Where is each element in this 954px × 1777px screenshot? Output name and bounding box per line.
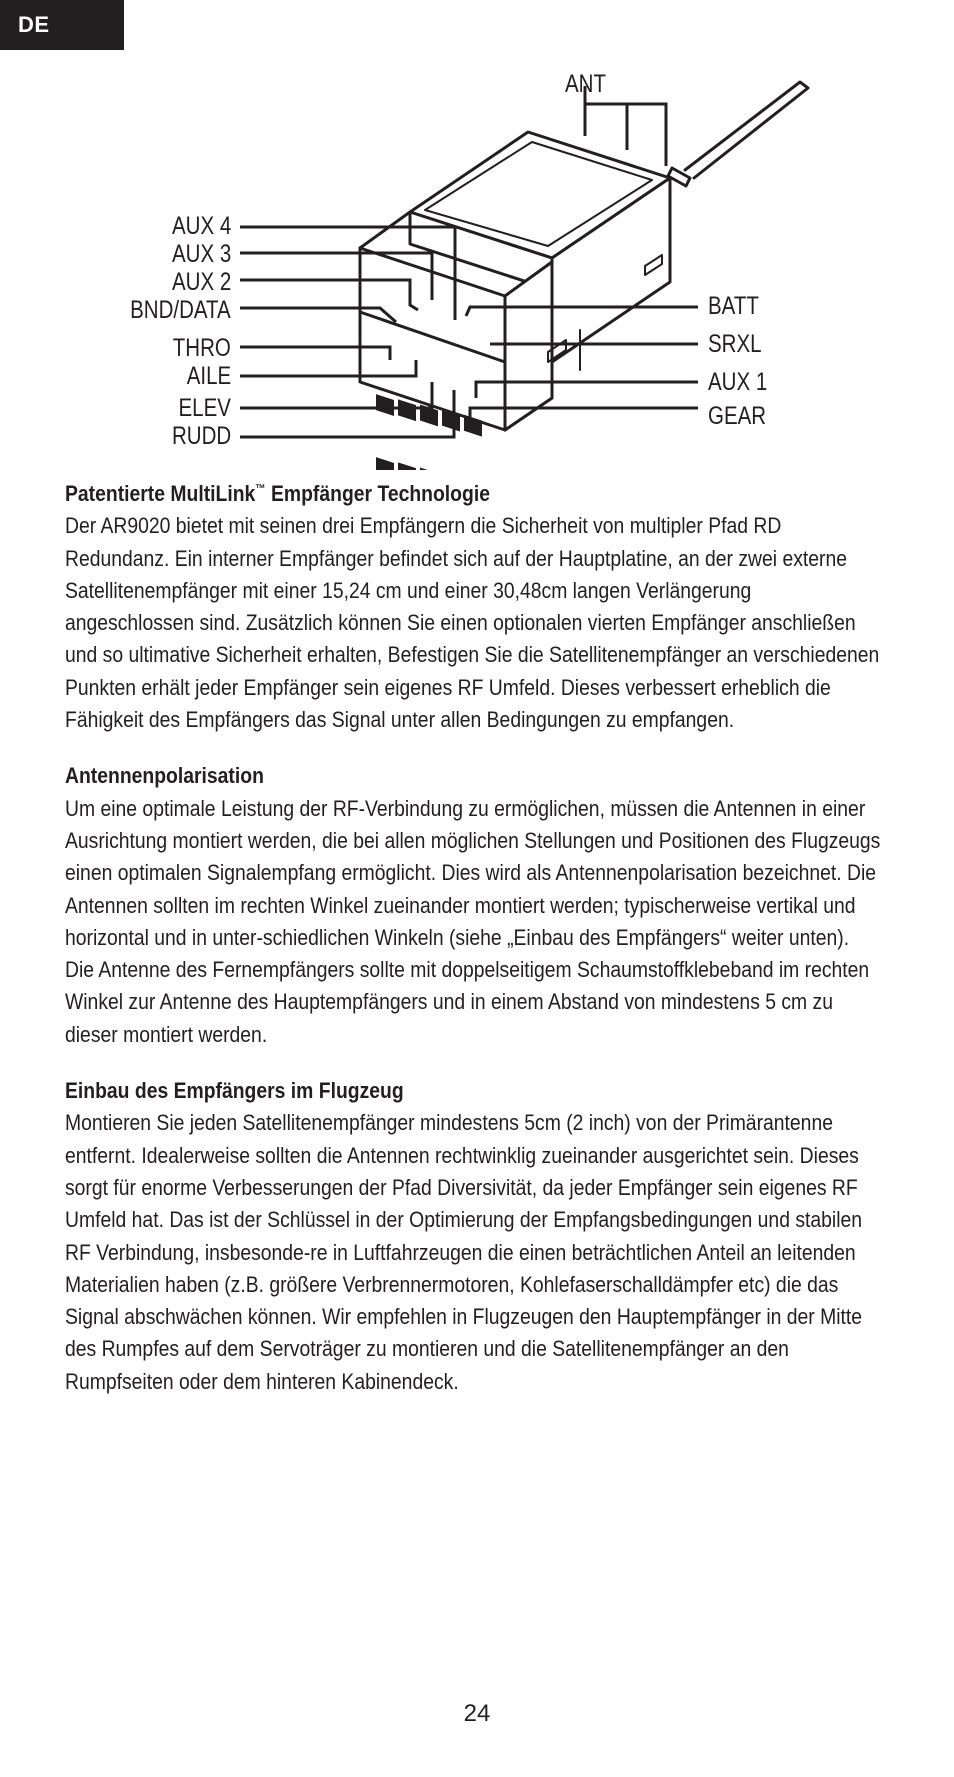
- label-srxl: SRXL: [708, 330, 762, 358]
- section-antenna-polarization: [65, 760, 885, 1051]
- section-body: Montieren Sie jeden Satellitenempfänger mindestens 5cm (2 inch) von der Primärantenne entfernt. Idealerweise sollten die Antennen rechtwinklig zueinander ausgerichtet sein. Dieses sorgt für enorme Verbesserungen der Pfad Diversivität, da jeder Empfänger sein eigenes RF Umfeld hat. Das ist der Schlüssel in der Optimierung der Empfangsbedingungen und stabilen RF Verbindung, insbesonde-re in Luftfahrzeugen die einen beträchtlichen Anteil an leitenden Materialien haben (z.B. größere Verbrennermotoren, Kohlefaserschalldämpfer etc) die das Signal abschwächen können. Wir empfehlen in Flugzeugen den Hauptempfänger in der Mitte des Rumpfes auf dem Servoträger zu montieren und die Satellitenempfänger an den Rumpfseiten oder dem hinteren Kabinendeck.: [65, 1110, 863, 1394]
- section-heading: [65, 478, 883, 510]
- label-bnd-data: BND/DATA: [130, 296, 231, 324]
- label-aux4: AUX 4: [171, 212, 231, 240]
- receiver-illustration: [0, 60, 954, 470]
- label-aux1: AUX 1: [708, 368, 768, 396]
- section-body: Der AR9020 bietet mit seinen drei Empfängern die Sicherheit von multipler Pfad RD Redundanz. Ein interner Empfänger befindet sich auf der Hauptplatine, an der zwei externe Satellitenempfänger mit einer 15,24 cm und einer 30,48cm langen Verlängerung angeschlossen sind. Zusätzlich können Sie einen optionalen vierten Empfänger anschließen und so ultimative Sicherheit erhalten, Befestigen Sie die Satellitenempfänger an verschiedenen Punkten erhält jeder Empfänger sein eigenes RF Umfeld. Dieses verbessert erheblich die Fähigkeit des Empfängers das Signal unter allen Bedingungen zu empfangen.: [65, 513, 880, 733]
- language-tab-label: DE: [18, 12, 50, 37]
- main-content: [65, 478, 885, 1422]
- language-tab: [0, 0, 124, 50]
- label-batt: BATT: [708, 292, 759, 320]
- label-ant: ANT: [565, 70, 606, 98]
- receiver-diagram: [0, 60, 954, 470]
- label-gear: GEAR: [708, 402, 767, 430]
- label-aux3: AUX 3: [171, 240, 231, 268]
- page-number: 24: [463, 1700, 491, 1727]
- heading-text: Patentierte MultiLink: [65, 481, 256, 506]
- label-thro: THRO: [172, 334, 231, 362]
- label-aile: AILE: [186, 362, 231, 390]
- section-installation: [65, 1075, 885, 1398]
- section-body: Um eine optimale Leistung der RF-Verbindung zu ermöglichen, müssen die Antennen in einer Ausrichtung montiert werden, die bei allen möglichen Stellungen und Positionen des Flugzeugs einen optimalen Signalempfang ermöglicht. Dies wird als Antennenpolarisation bezeichnet. Die Antennen sollten im rechten Winkel zueinander montiert werden; typischerweise vertikal und horizontal und in unter-schiedlichen Winkeln (siehe „Einbau des Empfängers“ weiter unten). Die Antenne des Fernempfängers sollte mit doppelseitigem Schaumstoffklebeband im rechten Winkel zur Antenne des Hauptempfängers und in einem Abstand von mindestens 5 cm zu dieser montiert werden.: [65, 795, 881, 1047]
- section-heading: Einbau des Empfängers im Flugzeug: [65, 1078, 404, 1104]
- label-rudd: RUDD: [171, 422, 231, 450]
- section-heading: Antennenpolarisation: [65, 763, 264, 789]
- section-multilink: [65, 478, 885, 736]
- label-aux2: AUX 2: [171, 268, 231, 296]
- label-elev: ELEV: [178, 394, 231, 422]
- trademark-symbol: ™: [255, 481, 266, 496]
- heading-text-rest: Empfänger Technologie: [265, 481, 490, 506]
